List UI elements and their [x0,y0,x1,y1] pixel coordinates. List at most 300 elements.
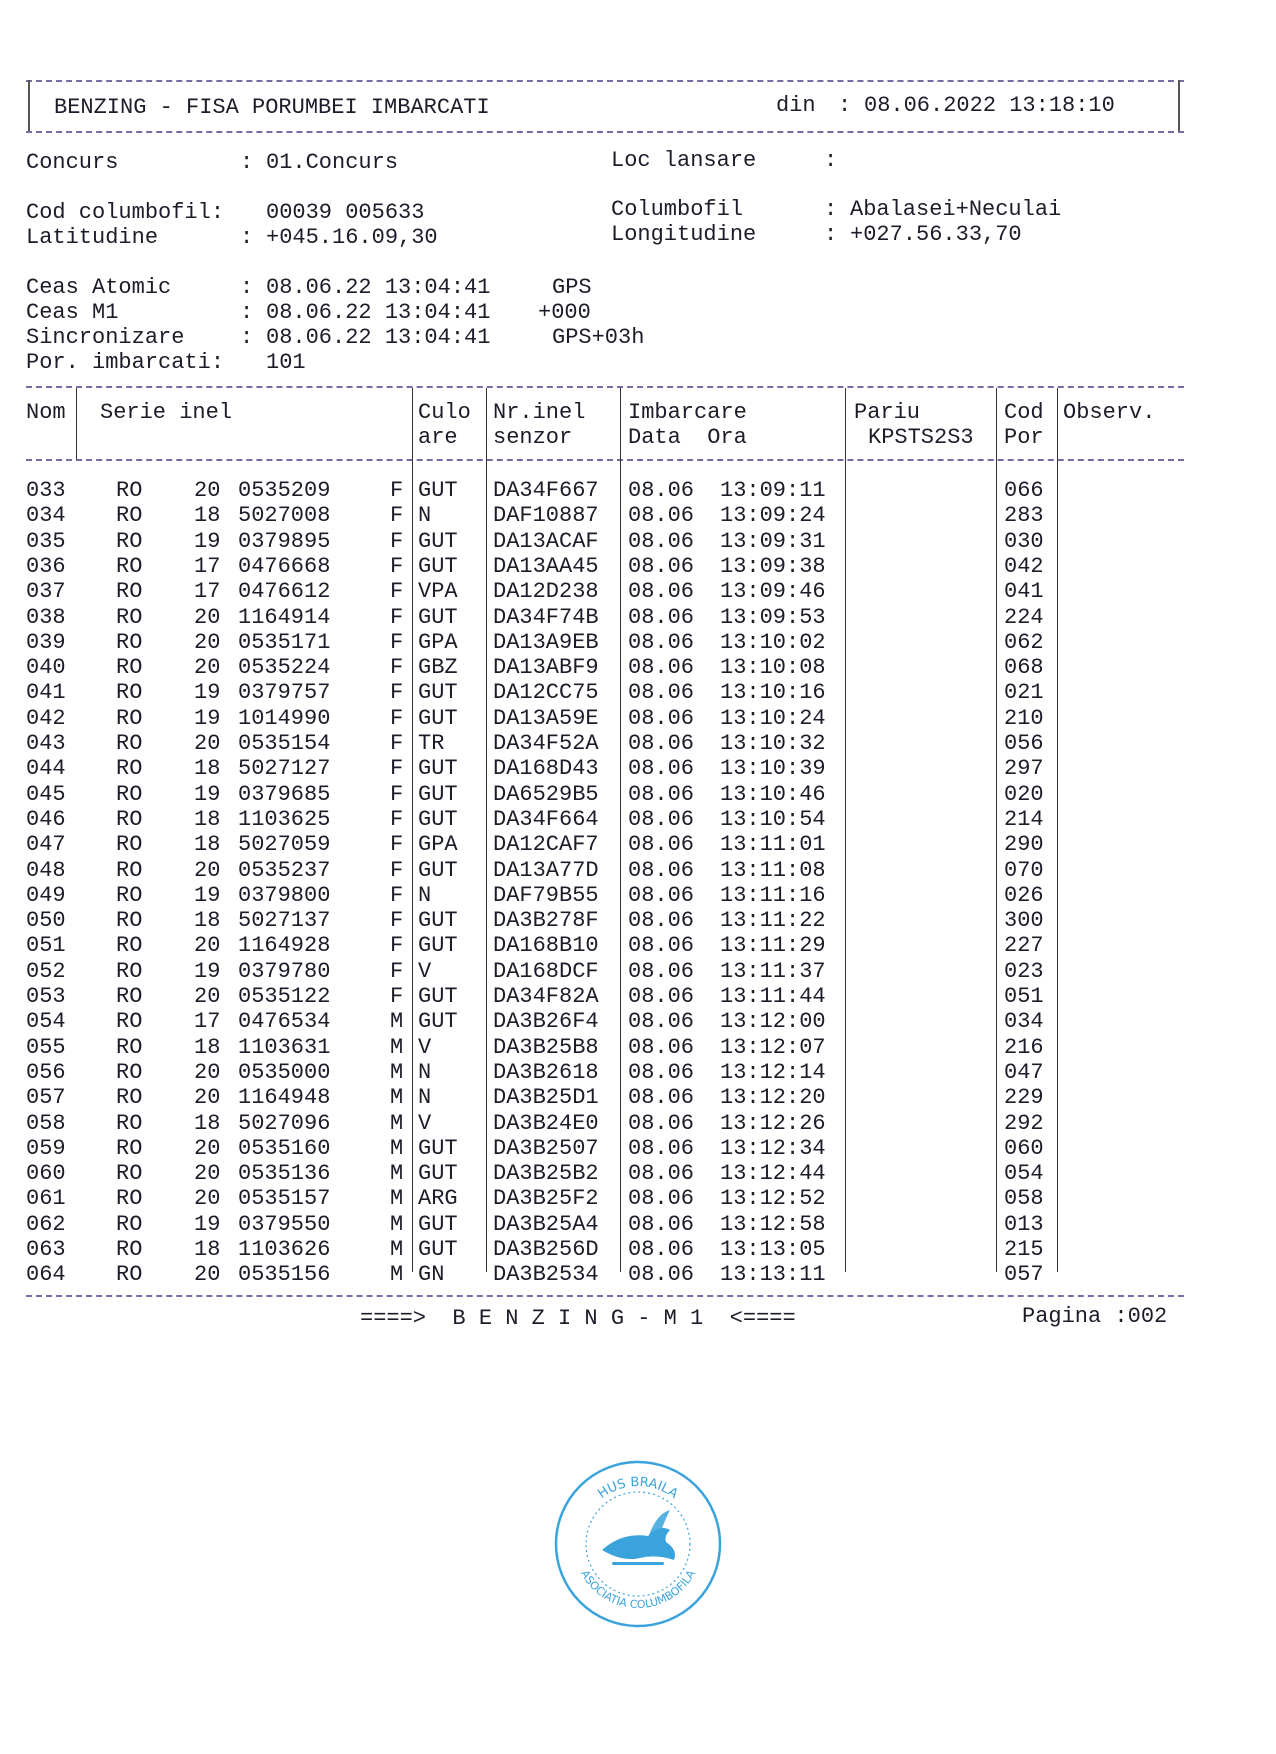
cell-tara: RO [116,528,143,554]
cell-nr: 1164914 [238,604,331,630]
cell-data: 08.06 [628,908,695,934]
cell-culoare: N [418,503,432,529]
table-row [0,1237,1276,1262]
table-header-border [26,459,1184,461]
cell-senzor: DA168B10 [493,933,599,959]
cell-senzor: DA13A59E [493,705,599,731]
cell-an: 20 [194,857,221,883]
cell-sex: F [390,655,404,681]
cell-culoare: GPA [418,832,458,858]
longitudine-value: +027.56.33,70 [850,222,1022,247]
cell-data: 08.06 [628,933,695,959]
cell-culoare: ARG [418,1186,458,1212]
cell-data: 08.06 [628,882,695,908]
cell-an: 20 [194,1085,221,1111]
cell-data: 08.06 [628,680,695,706]
cell-data: 08.06 [628,1262,695,1288]
cell-cod-por: 020 [1004,781,1044,807]
cell-tara: RO [116,908,143,934]
sincronizare-value: 08.06.22 13:04:41 [266,325,491,350]
longitudine-sep: : [824,222,838,247]
cell-cod-por: 047 [1004,1059,1044,1085]
cell-an: 19 [194,528,221,554]
cell-cod-por: 057 [1004,1262,1044,1288]
cell-ora: 13:12:14 [720,1059,826,1085]
cell-an: 18 [194,1110,221,1136]
col-nr-inel-1: Nr.inel [493,400,586,425]
cell-tara: RO [116,1110,143,1136]
cell-ora: 13:12:00 [720,1009,826,1035]
concurs-value: 01.Concurs [266,150,399,175]
cell-tara: RO [116,1262,143,1288]
col-pariu-1: Pariu [854,400,921,425]
cell-tara: RO [116,731,143,756]
table-row [0,706,1276,731]
cell-cod-por: 216 [1004,1034,1044,1060]
cell-cod-por: 051 [1004,984,1044,1009]
cell-data: 08.06 [628,1059,695,1085]
cell-cod-por: 041 [1004,579,1044,605]
cell-culoare: VPA [418,579,458,605]
col-imbarcare-1: Imbarcare [628,400,747,425]
cell-nr: 1103631 [238,1034,331,1060]
table-bottom-border [26,1295,1184,1297]
col-culoare-1: Culo [418,400,471,425]
cell-ora: 13:12:52 [720,1186,826,1212]
cell-an: 19 [194,1211,221,1237]
cell-nr: 0476534 [238,1009,331,1035]
cell-culoare: V [418,1110,432,1136]
ceas-m1-sep: : [240,300,254,325]
col-cod-por-2: Por [1004,425,1044,450]
cell-nom: 040 [26,655,66,681]
cell-nr: 0535160 [238,1135,331,1161]
table-row [0,807,1276,832]
cell-tara: RO [116,1211,143,1237]
cell-ora: 13:13:05 [720,1237,826,1262]
cell-senzor: DA3B2534 [493,1262,599,1288]
cell-senzor: DA3B25F2 [493,1186,599,1212]
table-row [0,1009,1276,1034]
columbofil-sep: : [824,197,838,222]
cell-ora: 13:12:20 [720,1085,826,1111]
cell-sex: F [390,629,404,655]
cell-data: 08.06 [628,478,695,503]
cell-senzor: DA34F667 [493,478,599,503]
table-row [0,1262,1276,1287]
cell-ora: 13:11:08 [720,857,826,883]
cell-nr: 0535122 [238,984,331,1009]
cell-tara: RO [116,1034,143,1060]
cell-data: 08.06 [628,579,695,605]
cell-culoare: GUT [418,680,458,706]
cell-sex: M [390,1211,404,1237]
cell-sex: F [390,478,404,503]
cell-culoare: GUT [418,478,458,503]
cell-data: 08.06 [628,806,695,832]
table-row [0,605,1276,630]
cell-data: 08.06 [628,629,695,655]
cell-data: 08.06 [628,731,695,756]
cell-culoare: GUT [418,1009,458,1035]
cell-culoare: GUT [418,553,458,579]
cell-nom: 045 [26,781,66,807]
col-serie-inel: Serie inel [100,400,233,425]
cell-nom: 058 [26,1110,66,1136]
cell-senzor: DA3B256D [493,1237,599,1262]
cell-nom: 036 [26,553,66,579]
cell-cod-por: 060 [1004,1135,1044,1161]
cell-culoare: GUT [418,1211,458,1237]
cell-culoare: GUT [418,806,458,832]
cell-ora: 13:12:58 [720,1211,826,1237]
cell-culoare: GUT [418,984,458,1009]
association-stamp [552,1458,724,1630]
cell-an: 20 [194,933,221,959]
cell-senzor: DA3B24E0 [493,1110,599,1136]
cell-sex: F [390,579,404,605]
cell-nom: 041 [26,680,66,706]
cell-senzor: DA34F74B [493,604,599,630]
cell-sex: F [390,604,404,630]
ceas-atomic-label: Ceas Atomic [26,275,172,300]
cell-cod-por: 210 [1004,705,1044,731]
cell-senzor: DA3B2618 [493,1059,599,1085]
por-imbarcati-label: Por. imbarcati: [26,350,225,375]
cell-senzor: DA168DCF [493,958,599,984]
cell-senzor: DA3B25B8 [493,1034,599,1060]
col-nom: Nom [26,400,66,425]
columbofil-value: Abalasei+Neculai [850,197,1062,222]
col-observ: Observ. [1063,400,1156,425]
cell-tara: RO [116,756,143,782]
cell-sex: F [390,680,404,706]
cell-nom: 050 [26,908,66,934]
cell-nr: 0535000 [238,1059,331,1085]
cell-an: 20 [194,984,221,1009]
cell-nr: 0535157 [238,1186,331,1212]
cell-data: 08.06 [628,857,695,883]
cell-nom: 052 [26,958,66,984]
cell-ora: 13:12:44 [720,1161,826,1187]
cell-nom: 049 [26,882,66,908]
cell-sex: F [390,882,404,908]
cell-cod-por: 290 [1004,832,1044,858]
cell-an: 20 [194,1059,221,1085]
cell-an: 20 [194,629,221,655]
cell-tara: RO [116,553,143,579]
cell-cod-por: 056 [1004,731,1044,756]
cell-data: 08.06 [628,1085,695,1111]
stamp-text-bottom: ASOCIATIA COLUMBOFILA [578,1567,698,1612]
table-row [0,630,1276,655]
cell-nr: 0535156 [238,1262,331,1288]
cell-senzor: DA13A77D [493,857,599,883]
cell-culoare: GPA [418,629,458,655]
table-row [0,883,1276,908]
cell-ora: 13:10:16 [720,680,826,706]
cell-tara: RO [116,1059,143,1085]
cell-an: 18 [194,1237,221,1262]
cell-cod-por: 224 [1004,604,1044,630]
table-row [0,731,1276,756]
cell-nom: 060 [26,1161,66,1187]
cell-cod-por: 030 [1004,528,1044,554]
cell-cod-por: 292 [1004,1110,1044,1136]
cell-sex: M [390,1135,404,1161]
cell-nr: 0379550 [238,1211,331,1237]
table-row [0,579,1276,604]
cell-senzor: DA168D43 [493,756,599,782]
cell-nr: 5027137 [238,908,331,934]
cell-nr: 5027127 [238,756,331,782]
table-row [0,680,1276,705]
cell-ora: 13:11:37 [720,958,826,984]
table-top-border [26,386,1184,388]
cell-data: 08.06 [628,984,695,1009]
cell-senzor: DA3B26F4 [493,1009,599,1035]
cell-ora: 13:09:11 [720,478,826,503]
cell-cod-por: 070 [1004,857,1044,883]
cell-tara: RO [116,655,143,681]
cell-data: 08.06 [628,1110,695,1136]
cell-tara: RO [116,857,143,883]
cell-an: 18 [194,832,221,858]
cell-culoare: V [418,958,432,984]
cell-an: 20 [194,655,221,681]
cell-an: 18 [194,908,221,934]
cell-ora: 13:10:08 [720,655,826,681]
table-row [0,1186,1276,1211]
cell-sex: F [390,756,404,782]
table-row [0,503,1276,528]
cell-sex: F [390,984,404,1009]
cell-an: 17 [194,1009,221,1035]
page-number: Pagina :002 [1022,1304,1168,1329]
cod-columbofil-value: 00039 005633 [266,200,425,225]
col-nr-inel-2: senzor [493,425,573,450]
cell-nr: 0535237 [238,857,331,883]
cell-culoare: GUT [418,1237,458,1262]
cell-an: 20 [194,1186,221,1212]
table-row [0,655,1276,680]
cell-tara: RO [116,958,143,984]
cell-nr: 0476612 [238,579,331,605]
cell-senzor: DA34F82A [493,984,599,1009]
cell-sex: M [390,1110,404,1136]
cell-senzor: DAF79B55 [493,882,599,908]
cell-an: 20 [194,1161,221,1187]
cell-senzor: DA3B25B2 [493,1161,599,1187]
cell-sex: F [390,806,404,832]
cell-culoare: GBZ [418,655,458,681]
cell-data: 08.06 [628,553,695,579]
cell-an: 20 [194,731,221,756]
cell-tara: RO [116,1237,143,1262]
cell-cod-por: 034 [1004,1009,1044,1035]
cell-an: 19 [194,680,221,706]
cell-nom: 044 [26,756,66,782]
cell-an: 20 [194,1262,221,1288]
cell-ora: 13:11:22 [720,908,826,934]
columbofil-label: Columbofil [611,197,744,222]
date-label: din [776,93,816,118]
cell-nom: 055 [26,1034,66,1060]
cell-senzor: DA34F664 [493,806,599,832]
cell-culoare: GUT [418,1135,458,1161]
cell-nr: 0535136 [238,1161,331,1187]
sincronizare-suffix: GPS+03h [552,325,645,350]
cell-ora: 13:09:38 [720,553,826,579]
cell-sex: M [390,1085,404,1111]
cell-ora: 13:10:02 [720,629,826,655]
cell-data: 08.06 [628,1034,695,1060]
cell-an: 17 [194,579,221,605]
cell-sex: F [390,528,404,554]
cell-nom: 062 [26,1211,66,1237]
cell-cod-por: 215 [1004,1237,1044,1262]
concurs-label: Concurs [26,150,119,175]
sincronizare-label: Sincronizare [26,325,185,350]
cell-tara: RO [116,579,143,605]
cell-cod-por: 062 [1004,629,1044,655]
table-row [0,832,1276,857]
cod-columbofil-label: Cod columbofil: [26,200,225,225]
cell-senzor: DA13ABF9 [493,655,599,681]
cell-nom: 033 [26,478,66,503]
ceas-atomic-value: 08.06.22 13:04:41 [266,275,491,300]
cell-nom: 059 [26,1135,66,1161]
cell-tara: RO [116,705,143,731]
cell-culoare: GUT [418,528,458,554]
cell-tara: RO [116,806,143,832]
cell-ora: 13:12:34 [720,1135,826,1161]
cell-cod-por: 227 [1004,933,1044,959]
cell-ora: 13:10:54 [720,806,826,832]
cell-sex: F [390,908,404,934]
ceas-m1-value: 08.06.22 13:04:41 [266,300,491,325]
cell-sex: F [390,731,404,756]
cell-an: 18 [194,1034,221,1060]
cell-an: 19 [194,705,221,731]
cell-sex: F [390,933,404,959]
cell-an: 20 [194,478,221,503]
cell-data: 08.06 [628,528,695,554]
por-imbarcati-value: 101 [266,350,306,375]
cell-culoare: GUT [418,908,458,934]
cell-tara: RO [116,604,143,630]
cell-culoare: N [418,882,432,908]
table-row [0,1111,1276,1136]
cell-nom: 034 [26,503,66,529]
cell-data: 08.06 [628,655,695,681]
latitudine-sep: : [240,225,254,250]
col-pariu-2: KPSTS2S3 [868,425,974,450]
cell-nr: 1164948 [238,1085,331,1111]
col-cod-por-1: Cod [1004,400,1044,425]
cell-culoare: V [418,1034,432,1060]
table-row [0,756,1276,781]
table-row [0,782,1276,807]
cell-nom: 057 [26,1085,66,1111]
table-row [0,1035,1276,1060]
cell-data: 08.06 [628,503,695,529]
cell-cod-por: 214 [1004,806,1044,832]
cell-culoare: GUT [418,857,458,883]
latitudine-label: Latitudine [26,225,159,250]
cell-sex: M [390,1059,404,1085]
cell-senzor: DA13AA45 [493,553,599,579]
cell-an: 17 [194,553,221,579]
cell-culoare: GUT [418,781,458,807]
loc-lansare-label: Loc lansare [611,148,757,173]
cell-nr: 1164928 [238,933,331,959]
cell-senzor: DA3B25A4 [493,1211,599,1237]
cell-tara: RO [116,933,143,959]
cell-tara: RO [116,1009,143,1035]
cell-cod-por: 066 [1004,478,1044,503]
cell-cod-por: 023 [1004,958,1044,984]
cell-senzor: DA13ACAF [493,528,599,554]
cell-ora: 13:10:32 [720,731,826,756]
cell-nom: 042 [26,705,66,731]
cell-nr: 0379685 [238,781,331,807]
cell-data: 08.06 [628,781,695,807]
cell-ora: 13:11:01 [720,832,826,858]
cell-senzor: DA6529B5 [493,781,599,807]
cell-cod-por: 026 [1004,882,1044,908]
cell-ora: 13:09:31 [720,528,826,554]
cell-sex: M [390,1186,404,1212]
cell-tara: RO [116,680,143,706]
cell-senzor: DA3B25D1 [493,1085,599,1111]
cell-tara: RO [116,629,143,655]
header-bottom-border [26,131,1184,133]
cell-data: 08.06 [628,1211,695,1237]
cell-sex: M [390,1262,404,1288]
stamp-text-top: HUS BRAILA [595,1474,681,1502]
longitudine-label: Longitudine [611,222,757,247]
cell-an: 19 [194,882,221,908]
cell-nom: 051 [26,933,66,959]
cell-ora: 13:11:44 [720,984,826,1009]
cell-culoare: N [418,1059,432,1085]
cell-nom: 038 [26,604,66,630]
cell-data: 08.06 [628,832,695,858]
cell-senzor: DA34F52A [493,731,599,756]
cell-senzor: DA13A9EB [493,629,599,655]
cell-sex: F [390,958,404,984]
cell-cod-por: 229 [1004,1085,1044,1111]
cell-senzor: DA12D238 [493,579,599,605]
table-row [0,1060,1276,1085]
cell-nr: 5027008 [238,503,331,529]
date-sep: : [838,93,852,118]
cell-data: 08.06 [628,756,695,782]
cell-nom: 046 [26,806,66,832]
cell-sex: F [390,857,404,883]
table-row [0,908,1276,933]
cell-an: 18 [194,756,221,782]
cell-cod-por: 300 [1004,908,1044,934]
cell-cod-por: 068 [1004,655,1044,681]
cell-nr: 1014990 [238,705,331,731]
cell-ora: 13:09:46 [720,579,826,605]
cell-senzor: DA3B278F [493,908,599,934]
cell-sex: M [390,1237,404,1262]
cell-senzor: DA12CAF7 [493,832,599,858]
cell-culoare: N [418,1085,432,1111]
